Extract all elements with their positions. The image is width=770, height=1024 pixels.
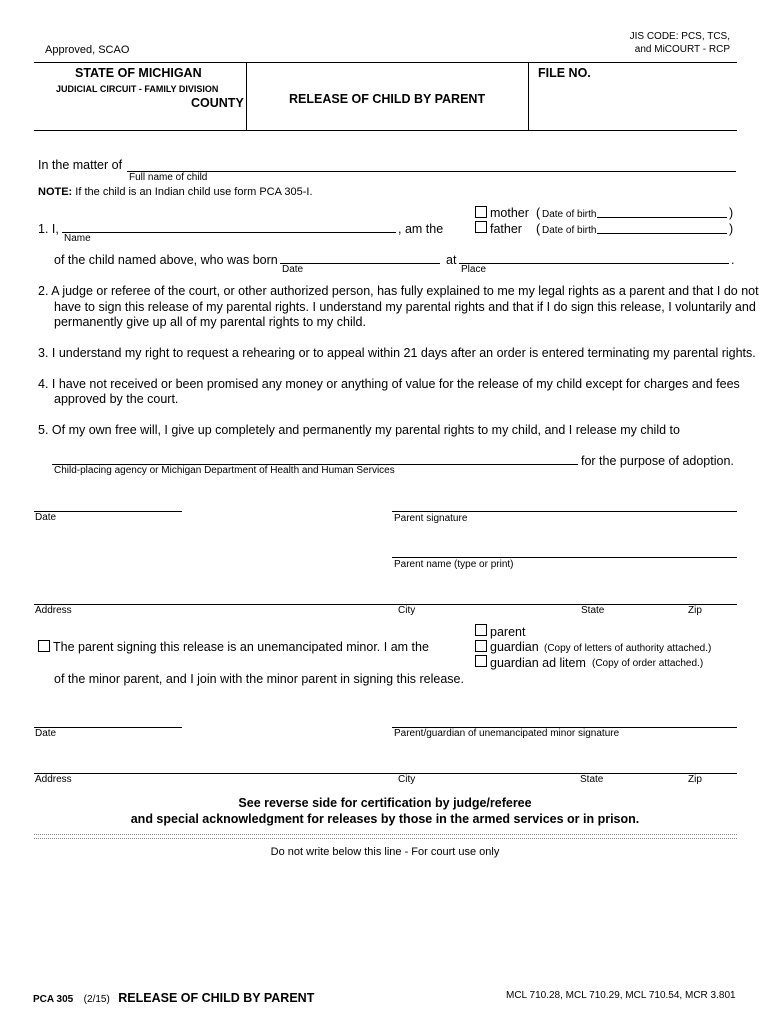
role-parent-label: parent [490,625,526,639]
header-top-rule [34,62,737,63]
role-gal-checkbox[interactable] [475,655,487,667]
mother-dob-field[interactable] [597,217,727,218]
item5-line1: 5. Of my own free will, I give up completely and permanently my parental rights to my child, and I release my child to [38,423,680,437]
item4-line2: approved by the court. [54,392,179,406]
item4-line1: 4. I have not received or been promised any money or anything of value for the release of my child except for charges and fees [38,377,740,391]
birth-date-caption: Date [282,264,304,275]
form-title: RELEASE OF CHILD BY PARENT [289,92,486,106]
mother-dob-open: ( [536,206,541,220]
reverse-line2: and special acknowledgment for releases by those in the armed services or in prison. [130,812,640,826]
file-no-label: FILE NO. [538,66,591,80]
father-dob-field[interactable] [597,233,727,234]
minor-text: The parent signing this release is an unemancipated minor. I am the [53,640,429,654]
jis-code-line2: and MiCOURT - RCP [634,44,730,55]
note-text: If the child is an Indian child use form PCA 305-I. [75,186,313,198]
at-text: at [446,253,457,267]
sig2-address-field[interactable] [34,773,737,774]
sig1-date-field[interactable] [34,511,182,512]
footer-citations: MCL 710.28, MCL 710.29, MCL 710.54, MCR 3.801 [506,990,736,1001]
court-use-divider [34,834,737,839]
role-parent-checkbox[interactable] [475,624,487,636]
child-name-field[interactable] [127,171,736,172]
matter-label: In the matter of [38,158,123,172]
parent-printed-name-caption: Parent name (type or print) [394,559,514,570]
birth-place-field[interactable] [459,263,729,264]
court-use-label: Do not write below this line - For court use only [270,846,500,858]
born-period: . [731,253,735,267]
role-gal-label: guardian ad litem [490,656,586,670]
parent-printed-name-field[interactable] [392,557,737,558]
reverse-line1: See reverse side for certification by judge/referee [238,796,532,810]
role-guardian-label: guardian [490,640,539,654]
child-name-caption: Full name of child [129,172,208,183]
footer-title: RELEASE OF CHILD BY PARENT [118,991,315,1005]
mother-dob-label: Date of birth [542,209,597,220]
father-dob-open: ( [536,222,541,236]
mother-dob-close: ) [729,206,734,220]
mother-checkbox[interactable] [475,206,487,218]
sig2-zip-caption: Zip [688,774,702,785]
approved-scao: Approved, SCAO [45,44,130,56]
jis-code-line1: JIS CODE: PCS, TCS, [629,31,730,42]
sig2-date-caption: Date [35,728,57,739]
sig2-city-caption: City [398,774,416,785]
item1-prefix: 1. I, [38,222,59,236]
role-guardian-checkbox[interactable] [475,640,487,652]
sig2-state-caption: State [580,774,604,785]
gal-note: (Copy of order attached.) [592,658,704,669]
sig1-state-caption: State [581,605,605,616]
sig2-date-field[interactable] [34,727,182,728]
item3-text: 3. I understand my right to request a rehearing or to appeal within 21 days after an order is entered terminating my parental rights. [38,346,756,360]
sig1-zip-caption: Zip [688,605,702,616]
guardian-note: (Copy of letters of authority attached.) [544,643,712,654]
item2-line1: 2. A judge or referee of the court, or other authorized person, has fully explained to me my legal rights as a parent and that I do not [38,284,759,298]
parent-signature-field[interactable] [392,511,737,512]
sig1-date-caption: Date [35,512,57,523]
sig1-city-caption: City [398,605,416,616]
sig1-address-field[interactable] [34,604,737,605]
parent-signature-caption: Parent signature [394,513,468,524]
father-dob-label: Date of birth [542,225,597,236]
note-line [38,186,313,198]
agency-caption: Child-placing agency or Michigan Department of Health and Human Services [54,465,395,476]
sig2-address-caption: Address [35,774,72,785]
father-label: father [490,222,522,236]
header-bottom-rule [34,130,737,131]
jis-code [622,30,730,56]
county-label: COUNTY [191,96,244,110]
judicial-circuit: JUDICIAL CIRCUIT - FAMILY DIVISION [56,84,219,94]
state-of-michigan: STATE OF MICHIGAN [75,66,202,80]
footer-rev: (2/15) [83,994,110,1005]
parent-name-caption: Name [64,233,91,244]
item2-line2: have to sign this release of my parental rights. I understand my parental rights and that if I do sign this release, I voluntarily and [54,300,756,314]
mother-label: mother [490,206,529,220]
join-text: of the minor parent, and I join with the minor parent in signing this release. [54,672,464,686]
father-dob-close: ) [729,222,734,236]
sig1-address-caption: Address [35,605,72,616]
item2-line3: permanently give up all of my parental rights to my child. [54,315,366,329]
birth-place-caption: Place [461,264,487,275]
header-divider-right [528,62,529,130]
guardian-signature-caption: Parent/guardian of unemancipated minor signature [394,728,620,739]
footer-form-id: PCA 305 [33,994,74,1005]
parent-name-field[interactable] [62,232,396,233]
file-no-field[interactable] [600,64,730,84]
minor-checkbox[interactable] [38,640,50,652]
born-text: of the child named above, who was born [54,253,278,267]
father-checkbox[interactable] [475,221,487,233]
header-divider-left [246,62,247,130]
purpose-text: for the purpose of adoption. [581,454,734,468]
note-label: NOTE: [38,186,73,198]
footer-form-line [33,989,314,1007]
birth-date-field[interactable] [280,263,440,264]
am-the-text: , am the [398,222,444,236]
